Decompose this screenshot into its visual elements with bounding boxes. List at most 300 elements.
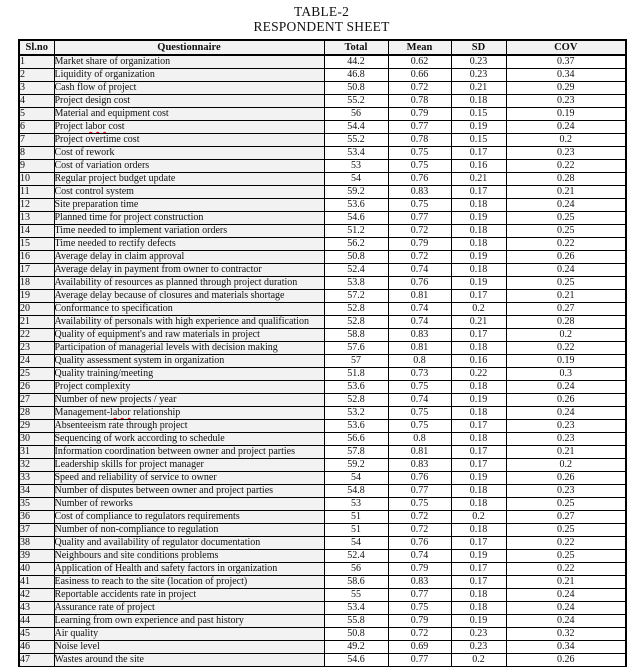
row-number-cell: 27 [19, 394, 54, 407]
questionnaire-cell: Number of disputes between owner and project parties [54, 485, 324, 498]
mean-cell: 0.74 [388, 316, 451, 329]
mean-cell: 0.66 [388, 69, 451, 82]
cov-cell: 0.28 [506, 316, 626, 329]
column-header-slno: Sl.no [19, 40, 54, 55]
total-cell: 56 [324, 563, 388, 576]
table-row [19, 563, 626, 576]
sd-cell: 0.18 [451, 524, 506, 537]
cov-cell: 0.22 [506, 160, 626, 173]
mean-cell: 0.81 [388, 342, 451, 355]
total-cell: 54 [324, 537, 388, 550]
questionnaire-cell: Leadership skills for project manager [54, 459, 324, 472]
sd-cell: 0.21 [451, 82, 506, 95]
mean-cell: 0.73 [388, 368, 451, 381]
questionnaire-cell: Planned time for project construction [54, 212, 324, 225]
sd-cell: 0.19 [451, 615, 506, 628]
row-number-cell: 40 [19, 563, 54, 576]
sd-cell: 0.18 [451, 95, 506, 108]
cov-cell: 0.24 [506, 602, 626, 615]
total-cell: 57.2 [324, 290, 388, 303]
column-header-total: Total [324, 40, 388, 55]
table-row [19, 472, 626, 485]
mean-cell: 0.75 [388, 160, 451, 173]
table-row [19, 589, 626, 602]
mean-cell: 0.75 [388, 381, 451, 394]
mean-cell: 0.72 [388, 511, 451, 524]
mean-cell: 0.78 [388, 134, 451, 147]
table-row [19, 212, 626, 225]
sd-cell: 0.19 [451, 394, 506, 407]
table-header-row [19, 40, 626, 55]
questionnaire-cell: Time needed to implement variation orders [54, 225, 324, 238]
sd-cell: 0.21 [451, 173, 506, 186]
row-number-cell: 20 [19, 303, 54, 316]
total-cell: 53 [324, 498, 388, 511]
mean-cell: 0.76 [388, 472, 451, 485]
row-number-cell: 41 [19, 576, 54, 589]
table-row [19, 524, 626, 537]
total-cell: 56.2 [324, 238, 388, 251]
page [0, 4, 629, 667]
table-row [19, 251, 626, 264]
row-number-cell: 37 [19, 524, 54, 537]
total-cell: 51.8 [324, 368, 388, 381]
table-subtitle: RESPONDENT SHEET [253, 19, 390, 34]
cov-cell: 0.24 [506, 121, 626, 134]
questionnaire-cell: Participation of managerial levels with decision making [54, 342, 324, 355]
total-cell: 59.2 [324, 459, 388, 472]
questionnaire-cell: Cost of variation orders [54, 160, 324, 173]
mean-cell: 0.62 [388, 55, 451, 69]
table-row [19, 394, 626, 407]
total-cell: 55.2 [324, 95, 388, 108]
questionnaire-cell: Time needed to rectify defects [54, 238, 324, 251]
table-row [19, 147, 626, 160]
total-cell: 53.8 [324, 277, 388, 290]
column-header-questionnaire: Questionnaire [54, 40, 324, 55]
row-number-cell: 14 [19, 225, 54, 238]
cov-cell: 0.2 [506, 329, 626, 342]
cov-cell: 0.24 [506, 407, 626, 420]
sd-cell: 0.17 [451, 420, 506, 433]
questionnaire-cell: Number of non-compliance to regulation [54, 524, 324, 537]
cov-cell: 0.37 [506, 55, 626, 69]
table-row [19, 55, 626, 69]
cov-cell: 0.22 [506, 342, 626, 355]
cov-cell: 0.25 [506, 225, 626, 238]
questionnaire-cell [54, 121, 324, 134]
questionnaire-cell: Noise level [54, 641, 324, 654]
row-number-cell: 32 [19, 459, 54, 472]
cov-cell: 0.21 [506, 290, 626, 303]
table-row [19, 316, 626, 329]
table-row [19, 433, 626, 446]
sd-cell: 0.18 [451, 264, 506, 277]
row-number-cell: 6 [19, 121, 54, 134]
row-number-cell: 21 [19, 316, 54, 329]
questionnaire-text: Project [54, 121, 86, 132]
questionnaire-cell: Application of Health and safety factors in organization [54, 563, 324, 576]
row-number-cell: 36 [19, 511, 54, 524]
table-row [19, 329, 626, 342]
total-cell: 52.4 [324, 264, 388, 277]
table-row [19, 407, 626, 420]
questionnaire-text: Management- [54, 407, 111, 418]
row-number-cell: 2 [19, 69, 54, 82]
cov-cell: 0.26 [506, 472, 626, 485]
total-cell: 58.6 [324, 576, 388, 589]
cov-cell: 0.2 [506, 134, 626, 147]
row-number-cell: 33 [19, 472, 54, 485]
cov-cell: 0.25 [506, 212, 626, 225]
mean-cell: 0.74 [388, 394, 451, 407]
cov-cell: 0.23 [506, 420, 626, 433]
sd-cell: 0.19 [451, 550, 506, 563]
questionnaire-text: cost [105, 121, 125, 132]
questionnaire-cell: Availability of resources as planned through project duration [54, 277, 324, 290]
row-number-cell: 47 [19, 654, 54, 667]
questionnaire-cell: Cost of compliance to regulators requirements [54, 511, 324, 524]
table-row [19, 420, 626, 433]
questionnaire-cell: Availability of personals with high experience and qualification [54, 316, 324, 329]
row-number-cell: 24 [19, 355, 54, 368]
sd-cell: 0.21 [451, 316, 506, 329]
table-row [19, 303, 626, 316]
sd-cell: 0.18 [451, 498, 506, 511]
cov-cell: 0.32 [506, 628, 626, 641]
mean-cell: 0.83 [388, 576, 451, 589]
mean-cell: 0.72 [388, 524, 451, 537]
mean-cell: 0.75 [388, 498, 451, 511]
sd-cell: 0.15 [451, 108, 506, 121]
row-number-cell: 25 [19, 368, 54, 381]
sd-cell: 0.17 [451, 576, 506, 589]
mean-cell: 0.77 [388, 589, 451, 602]
table-row [19, 485, 626, 498]
total-cell: 51 [324, 524, 388, 537]
cov-cell: 0.24 [506, 199, 626, 212]
row-number-cell: 8 [19, 147, 54, 160]
row-number-cell: 35 [19, 498, 54, 511]
table-row [19, 381, 626, 394]
mean-cell: 0.72 [388, 82, 451, 95]
table-number-title: TABLE-2 [293, 4, 350, 19]
row-number-cell: 17 [19, 264, 54, 277]
sd-cell: 0.17 [451, 459, 506, 472]
questionnaire-cell: Cash flow of project [54, 82, 324, 95]
mean-cell: 0.81 [388, 446, 451, 459]
cov-cell: 0.21 [506, 186, 626, 199]
row-number-cell: 23 [19, 342, 54, 355]
sd-cell: 0.15 [451, 134, 506, 147]
questionnaire-cell: Learning from own experience and past history [54, 615, 324, 628]
cov-cell: 0.24 [506, 615, 626, 628]
cov-cell: 0.26 [506, 394, 626, 407]
table-body [19, 55, 626, 667]
total-cell: 44.2 [324, 55, 388, 69]
total-cell: 54.8 [324, 485, 388, 498]
cov-cell: 0.25 [506, 550, 626, 563]
row-number-cell: 5 [19, 108, 54, 121]
mean-cell: 0.75 [388, 420, 451, 433]
sd-cell: 0.19 [451, 121, 506, 134]
table-row [19, 173, 626, 186]
total-cell: 52.8 [324, 394, 388, 407]
row-number-cell: 39 [19, 550, 54, 563]
sd-cell: 0.2 [451, 654, 506, 667]
row-number-cell: 16 [19, 251, 54, 264]
cov-cell: 0.25 [506, 524, 626, 537]
table-row [19, 628, 626, 641]
cov-cell: 0.23 [506, 485, 626, 498]
total-cell: 55.2 [324, 134, 388, 147]
total-cell: 55.8 [324, 615, 388, 628]
cov-cell: 0.25 [506, 277, 626, 290]
table-title [18, 4, 625, 34]
total-cell: 53 [324, 160, 388, 173]
questionnaire-cell: Average delay because of closures and materials shortage [54, 290, 324, 303]
misspelled-word: labor [85, 121, 106, 132]
table-row [19, 602, 626, 615]
sd-cell: 0.19 [451, 277, 506, 290]
mean-cell: 0.8 [388, 433, 451, 446]
row-number-cell: 43 [19, 602, 54, 615]
mean-cell: 0.79 [388, 238, 451, 251]
total-cell: 54.6 [324, 212, 388, 225]
total-cell: 58.8 [324, 329, 388, 342]
row-number-cell: 18 [19, 277, 54, 290]
total-cell: 53.6 [324, 381, 388, 394]
sd-cell: 0.17 [451, 446, 506, 459]
sd-cell: 0.17 [451, 329, 506, 342]
cov-cell: 0.28 [506, 173, 626, 186]
questionnaire-cell: Average delay in claim approval [54, 251, 324, 264]
questionnaire-cell: Quality assessment system in organization [54, 355, 324, 368]
table-row [19, 238, 626, 251]
row-number-cell: 4 [19, 95, 54, 108]
total-cell: 46.8 [324, 69, 388, 82]
row-number-cell: 45 [19, 628, 54, 641]
mean-cell: 0.81 [388, 290, 451, 303]
questionnaire-cell: Quality of equipment's and raw materials in project [54, 329, 324, 342]
total-cell: 54 [324, 472, 388, 485]
cov-cell: 0.3 [506, 368, 626, 381]
questionnaire-cell: Easiness to reach to the site (location of project) [54, 576, 324, 589]
cov-cell: 0.22 [506, 563, 626, 576]
sd-cell: 0.18 [451, 342, 506, 355]
cov-cell: 0.24 [506, 589, 626, 602]
table-row [19, 446, 626, 459]
cov-cell: 0.23 [506, 95, 626, 108]
total-cell: 55 [324, 589, 388, 602]
questionnaire-cell: Market share of organization [54, 55, 324, 69]
sd-cell: 0.18 [451, 602, 506, 615]
questionnaire-cell: Average delay in payment from owner to contractor [54, 264, 324, 277]
mean-cell: 0.75 [388, 199, 451, 212]
sd-cell: 0.19 [451, 472, 506, 485]
sd-cell: 0.18 [451, 407, 506, 420]
sd-cell: 0.16 [451, 355, 506, 368]
mean-cell: 0.72 [388, 628, 451, 641]
total-cell: 54.4 [324, 121, 388, 134]
questionnaire-cell: Conformance to specification [54, 303, 324, 316]
mean-cell: 0.77 [388, 654, 451, 667]
table-row [19, 134, 626, 147]
row-number-cell: 42 [19, 589, 54, 602]
mean-cell: 0.83 [388, 186, 451, 199]
table-row [19, 654, 626, 667]
questionnaire-cell: Number of new projects / year [54, 394, 324, 407]
sd-cell: 0.23 [451, 55, 506, 69]
cov-cell: 0.19 [506, 355, 626, 368]
total-cell: 51 [324, 511, 388, 524]
cov-cell: 0.22 [506, 537, 626, 550]
total-cell: 56.6 [324, 433, 388, 446]
total-cell: 52.8 [324, 316, 388, 329]
row-number-cell: 13 [19, 212, 54, 225]
mean-cell: 0.75 [388, 147, 451, 160]
sd-cell: 0.18 [451, 433, 506, 446]
mean-cell: 0.83 [388, 459, 451, 472]
total-cell: 54 [324, 173, 388, 186]
questionnaire-cell [54, 407, 324, 420]
mean-cell: 0.83 [388, 329, 451, 342]
cov-cell: 0.21 [506, 446, 626, 459]
sd-cell: 0.19 [451, 212, 506, 225]
questionnaire-cell: Regular project budget update [54, 173, 324, 186]
respondent-sheet-table [18, 39, 627, 667]
row-number-cell: 29 [19, 420, 54, 433]
questionnaire-cell: Speed and reliability of service to owner [54, 472, 324, 485]
cov-cell: 0.24 [506, 381, 626, 394]
mean-cell: 0.75 [388, 602, 451, 615]
table-row [19, 160, 626, 173]
sd-cell: 0.18 [451, 381, 506, 394]
sd-cell: 0.19 [451, 251, 506, 264]
row-number-cell: 30 [19, 433, 54, 446]
questionnaire-cell: Project complexity [54, 381, 324, 394]
cov-cell: 0.29 [506, 82, 626, 95]
table-row [19, 368, 626, 381]
table-row [19, 615, 626, 628]
row-number-cell: 7 [19, 134, 54, 147]
total-cell: 59.2 [324, 186, 388, 199]
total-cell: 50.8 [324, 251, 388, 264]
total-cell: 56 [324, 108, 388, 121]
total-cell: 52.4 [324, 550, 388, 563]
sd-cell: 0.17 [451, 537, 506, 550]
table-row [19, 186, 626, 199]
column-header-sd: SD [451, 40, 506, 55]
cov-cell: 0.34 [506, 641, 626, 654]
questionnaire-cell: Number of reworks [54, 498, 324, 511]
sd-cell: 0.18 [451, 238, 506, 251]
table-row [19, 277, 626, 290]
sd-cell: 0.17 [451, 147, 506, 160]
mean-cell: 0.77 [388, 121, 451, 134]
table-row [19, 550, 626, 563]
misspelled-word: labor [110, 407, 131, 418]
total-cell: 53.6 [324, 420, 388, 433]
questionnaire-cell: Assurance rate of project [54, 602, 324, 615]
questionnaire-cell: Information coordination between owner and project parties [54, 446, 324, 459]
questionnaire-cell: Absenteeism rate through project [54, 420, 324, 433]
row-number-cell: 44 [19, 615, 54, 628]
table-row [19, 498, 626, 511]
row-number-cell: 19 [19, 290, 54, 303]
sd-cell: 0.23 [451, 628, 506, 641]
row-number-cell: 15 [19, 238, 54, 251]
mean-cell: 0.76 [388, 537, 451, 550]
table-row [19, 641, 626, 654]
sd-cell: 0.23 [451, 69, 506, 82]
questionnaire-cell: Project overtime cost [54, 134, 324, 147]
mean-cell: 0.8 [388, 355, 451, 368]
table-row [19, 342, 626, 355]
row-number-cell: 26 [19, 381, 54, 394]
row-number-cell: 3 [19, 82, 54, 95]
table-row [19, 69, 626, 82]
row-number-cell: 28 [19, 407, 54, 420]
questionnaire-cell: Project design cost [54, 95, 324, 108]
total-cell: 57.8 [324, 446, 388, 459]
mean-cell: 0.72 [388, 251, 451, 264]
questionnaire-cell: Quality and availability of regulator documentation [54, 537, 324, 550]
mean-cell: 0.79 [388, 108, 451, 121]
sd-cell: 0.2 [451, 303, 506, 316]
row-number-cell: 38 [19, 537, 54, 550]
mean-cell: 0.75 [388, 407, 451, 420]
mean-cell: 0.74 [388, 550, 451, 563]
total-cell: 52.8 [324, 303, 388, 316]
cov-cell: 0.34 [506, 69, 626, 82]
table-row [19, 95, 626, 108]
table-row [19, 82, 626, 95]
cov-cell: 0.21 [506, 576, 626, 589]
sd-cell: 0.16 [451, 160, 506, 173]
mean-cell: 0.74 [388, 264, 451, 277]
table-row [19, 290, 626, 303]
questionnaire-cell: Reportable accidents rate in project [54, 589, 324, 602]
cov-cell: 0.2 [506, 459, 626, 472]
sd-cell: 0.17 [451, 563, 506, 576]
row-number-cell: 10 [19, 173, 54, 186]
table-row [19, 537, 626, 550]
sd-cell: 0.22 [451, 368, 506, 381]
table-row [19, 576, 626, 589]
cov-cell: 0.23 [506, 147, 626, 160]
table-row [19, 459, 626, 472]
questionnaire-cell: Quality training/meeting [54, 368, 324, 381]
row-number-cell: 12 [19, 199, 54, 212]
mean-cell: 0.79 [388, 563, 451, 576]
cov-cell: 0.23 [506, 433, 626, 446]
table-row [19, 264, 626, 277]
total-cell: 54.6 [324, 654, 388, 667]
column-header-cov: COV [506, 40, 626, 55]
row-number-cell: 11 [19, 186, 54, 199]
questionnaire-cell: Wastes around the site [54, 654, 324, 667]
sd-cell: 0.17 [451, 290, 506, 303]
questionnaire-cell: Material and equipment cost [54, 108, 324, 121]
mean-cell: 0.74 [388, 303, 451, 316]
total-cell: 57 [324, 355, 388, 368]
cov-cell: 0.26 [506, 654, 626, 667]
mean-cell: 0.77 [388, 212, 451, 225]
table-row [19, 108, 626, 121]
mean-cell: 0.69 [388, 641, 451, 654]
cov-cell: 0.27 [506, 303, 626, 316]
